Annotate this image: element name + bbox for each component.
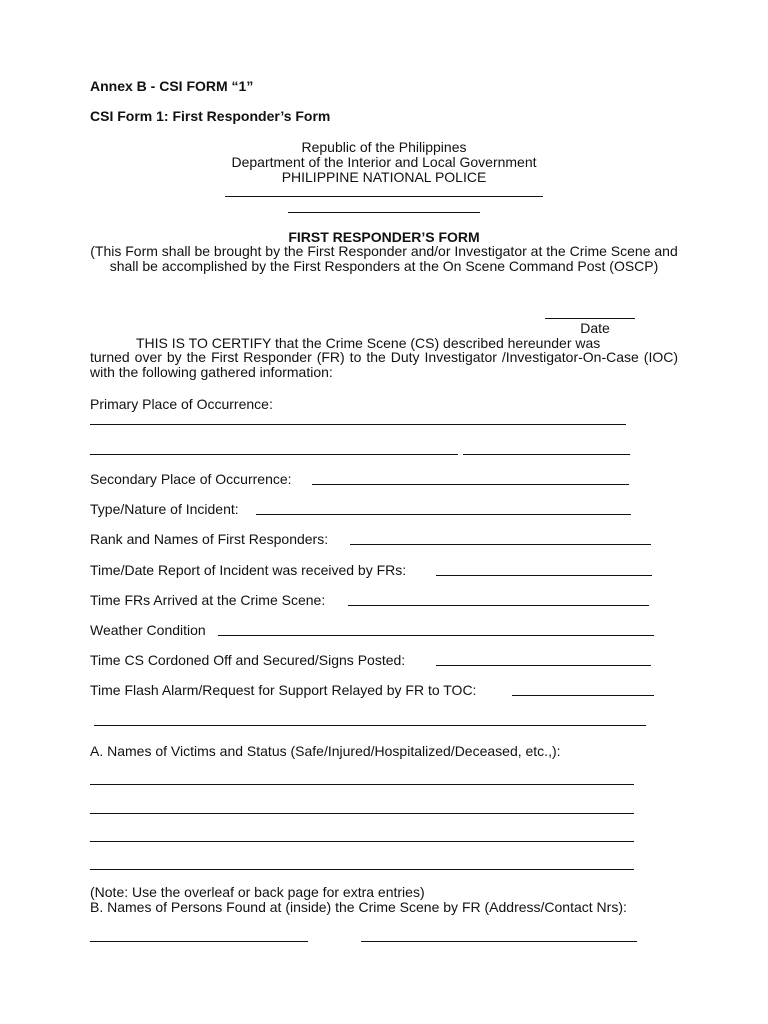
incident-type-line[interactable] — [256, 514, 631, 515]
form-instruction: (This Form shall be brought by the First Responder and/or Investigator at the Crime Scene and shall be accomplished by the First Responders at the On Scene Command Post (OSCP) — [90, 243, 678, 274]
header-pnp: PHILIPPINE NATIONAL POLICE — [281, 169, 487, 185]
flash-alarm-line[interactable] — [512, 695, 654, 696]
header-blank-line-1[interactable] — [225, 196, 543, 197]
overleaf-note: (Note: Use the overleaf or back page for extra entries) — [90, 884, 425, 900]
first-responders-label: Rank and Names of First Responders: — [90, 531, 329, 547]
header-republic: Republic of the Philippines — [301, 139, 467, 155]
first-responders-line[interactable] — [350, 544, 651, 545]
extra-info-line[interactable] — [94, 725, 646, 726]
persons-name-line[interactable] — [90, 941, 308, 942]
section-a-victims-label: A. Names of Victims and Status (Safe/Injured/Hospitalized/Deceased, etc.,): — [90, 743, 561, 759]
primary-place-line-2[interactable] — [90, 454, 458, 455]
section-b-persons-label: B. Names of Persons Found at (inside) the Crime Scene by FR (Address/Contact Nrs): — [90, 899, 627, 915]
form-name: FIRST RESPONDER’S FORM — [288, 229, 480, 245]
secondary-place-label: Secondary Place of Occurrence: — [90, 471, 292, 487]
weather-line[interactable] — [218, 635, 654, 636]
victims-line-2[interactable] — [90, 813, 634, 814]
primary-place-label: Primary Place of Occurrence: — [90, 396, 273, 412]
victims-line-1[interactable] — [90, 784, 634, 785]
incident-type-label: Type/Nature of Incident: — [90, 501, 239, 517]
primary-place-line-3[interactable] — [463, 454, 630, 455]
certify-statement-first-line: THIS IS TO CERTIFY that the Crime Scene (CS) described hereunder was — [136, 335, 601, 351]
victims-line-4[interactable] — [90, 869, 634, 870]
persons-address-line[interactable] — [361, 941, 637, 942]
report-time-line[interactable] — [436, 575, 652, 576]
arrival-time-line[interactable] — [348, 605, 649, 606]
flash-alarm-label: Time Flash Alarm/Request for Support Relayed by FR to TOC: — [90, 682, 477, 698]
header-blank-line-2[interactable] — [288, 212, 480, 213]
annex-heading: Annex B - CSI FORM “1” — [90, 78, 254, 94]
secondary-place-line[interactable] — [312, 484, 629, 485]
certify-statement-continuation: turned over by the First Responder (FR) to the Duty Investigator /Investigator-On-Case (IOC) with the following gathered information: — [90, 349, 678, 380]
arrival-time-label: Time FRs Arrived at the Crime Scene: — [90, 592, 326, 608]
report-time-label: Time/Date Report of Incident was received by FRs: — [90, 562, 407, 578]
cordon-time-label: Time CS Cordoned Off and Secured/Signs Posted: — [90, 652, 406, 668]
weather-label: Weather Condition — [90, 622, 206, 638]
form-title: CSI Form 1: First Responder’s Form — [90, 108, 331, 124]
date-field-line[interactable] — [545, 318, 635, 319]
header-dilg: Department of the Interior and Local Government — [231, 154, 537, 170]
victims-line-3[interactable] — [90, 841, 634, 842]
cordon-time-line[interactable] — [436, 665, 651, 666]
primary-place-line-1[interactable] — [90, 424, 626, 425]
date-label: Date — [580, 320, 610, 336]
